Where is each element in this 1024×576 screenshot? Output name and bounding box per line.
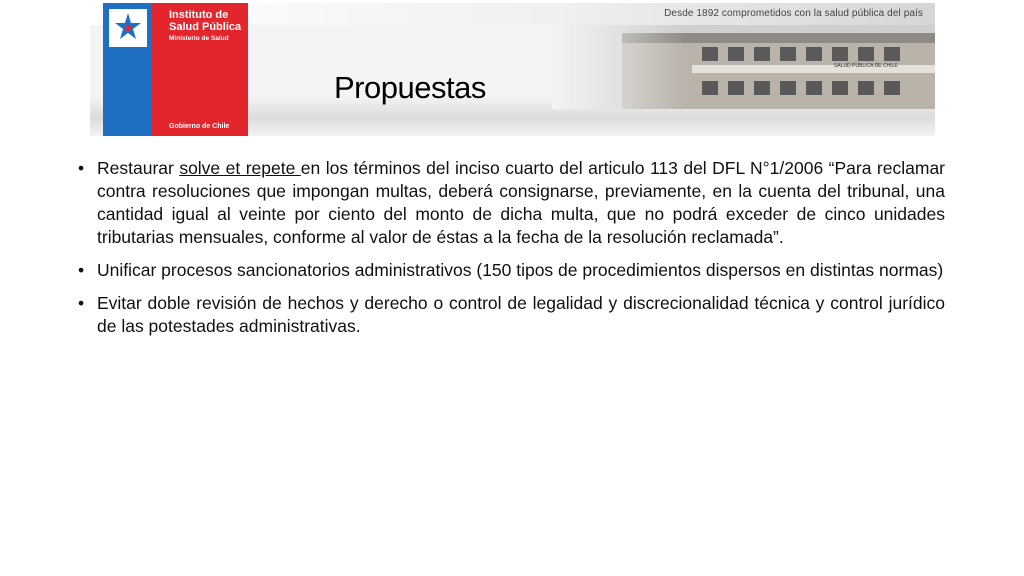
bullet-item (76, 259, 945, 282)
coat-of-arms-icon (109, 9, 147, 47)
logo-government: Gobierno de Chile (169, 123, 230, 130)
header-tagline: Desde 1892 comprometidos con la salud pública del país (664, 8, 923, 19)
logo-line-1: Instituto de (169, 9, 229, 21)
bullet-list (76, 157, 945, 348)
building-sign: SALUD PÚBLICA DE CHILE (834, 63, 898, 69)
bullet-1-prefix: Restaurar (97, 158, 180, 178)
logo-institute-name (169, 9, 241, 33)
bullet-glyph: • (78, 158, 85, 178)
institute-logo (103, 3, 248, 136)
bullet-3-text: Evitar doble revisión de hechos y derecho o control de legalidad y discrecionalidad técnica y control jurídico de las potestades administrativas. (97, 293, 945, 336)
slide-title: Propuestas (334, 70, 486, 105)
logo-line-2: Salud Pública (169, 21, 242, 33)
bullet-item (76, 292, 945, 338)
logo-ministry: Ministerio de Salud (169, 35, 229, 42)
bullet-1-underlined: solve et repete (179, 158, 301, 178)
bullet-1-rest: en los términos del inciso cuarto del articulo 113 del DFL N°1/2006 “Para reclamar contra resoluciones que impongan multas, deberá consignarse, previamente, en la cuenta del tribunal, una cantidad igual al veinte por ciento del monto de dicha multa, que no podrá exceder de cinco unidades tributarias mensuales, conforme al valor de éstas a la fecha de la resolución reclamada”. (97, 158, 946, 247)
bullet-glyph: • (78, 260, 85, 280)
bullet-glyph: • (78, 293, 85, 313)
bullet-2-text: Unificar procesos sancionatorios administrativos (150 tipos de procedimientos dispersos en distintas normas) (97, 260, 944, 280)
bullet-item (76, 157, 945, 249)
